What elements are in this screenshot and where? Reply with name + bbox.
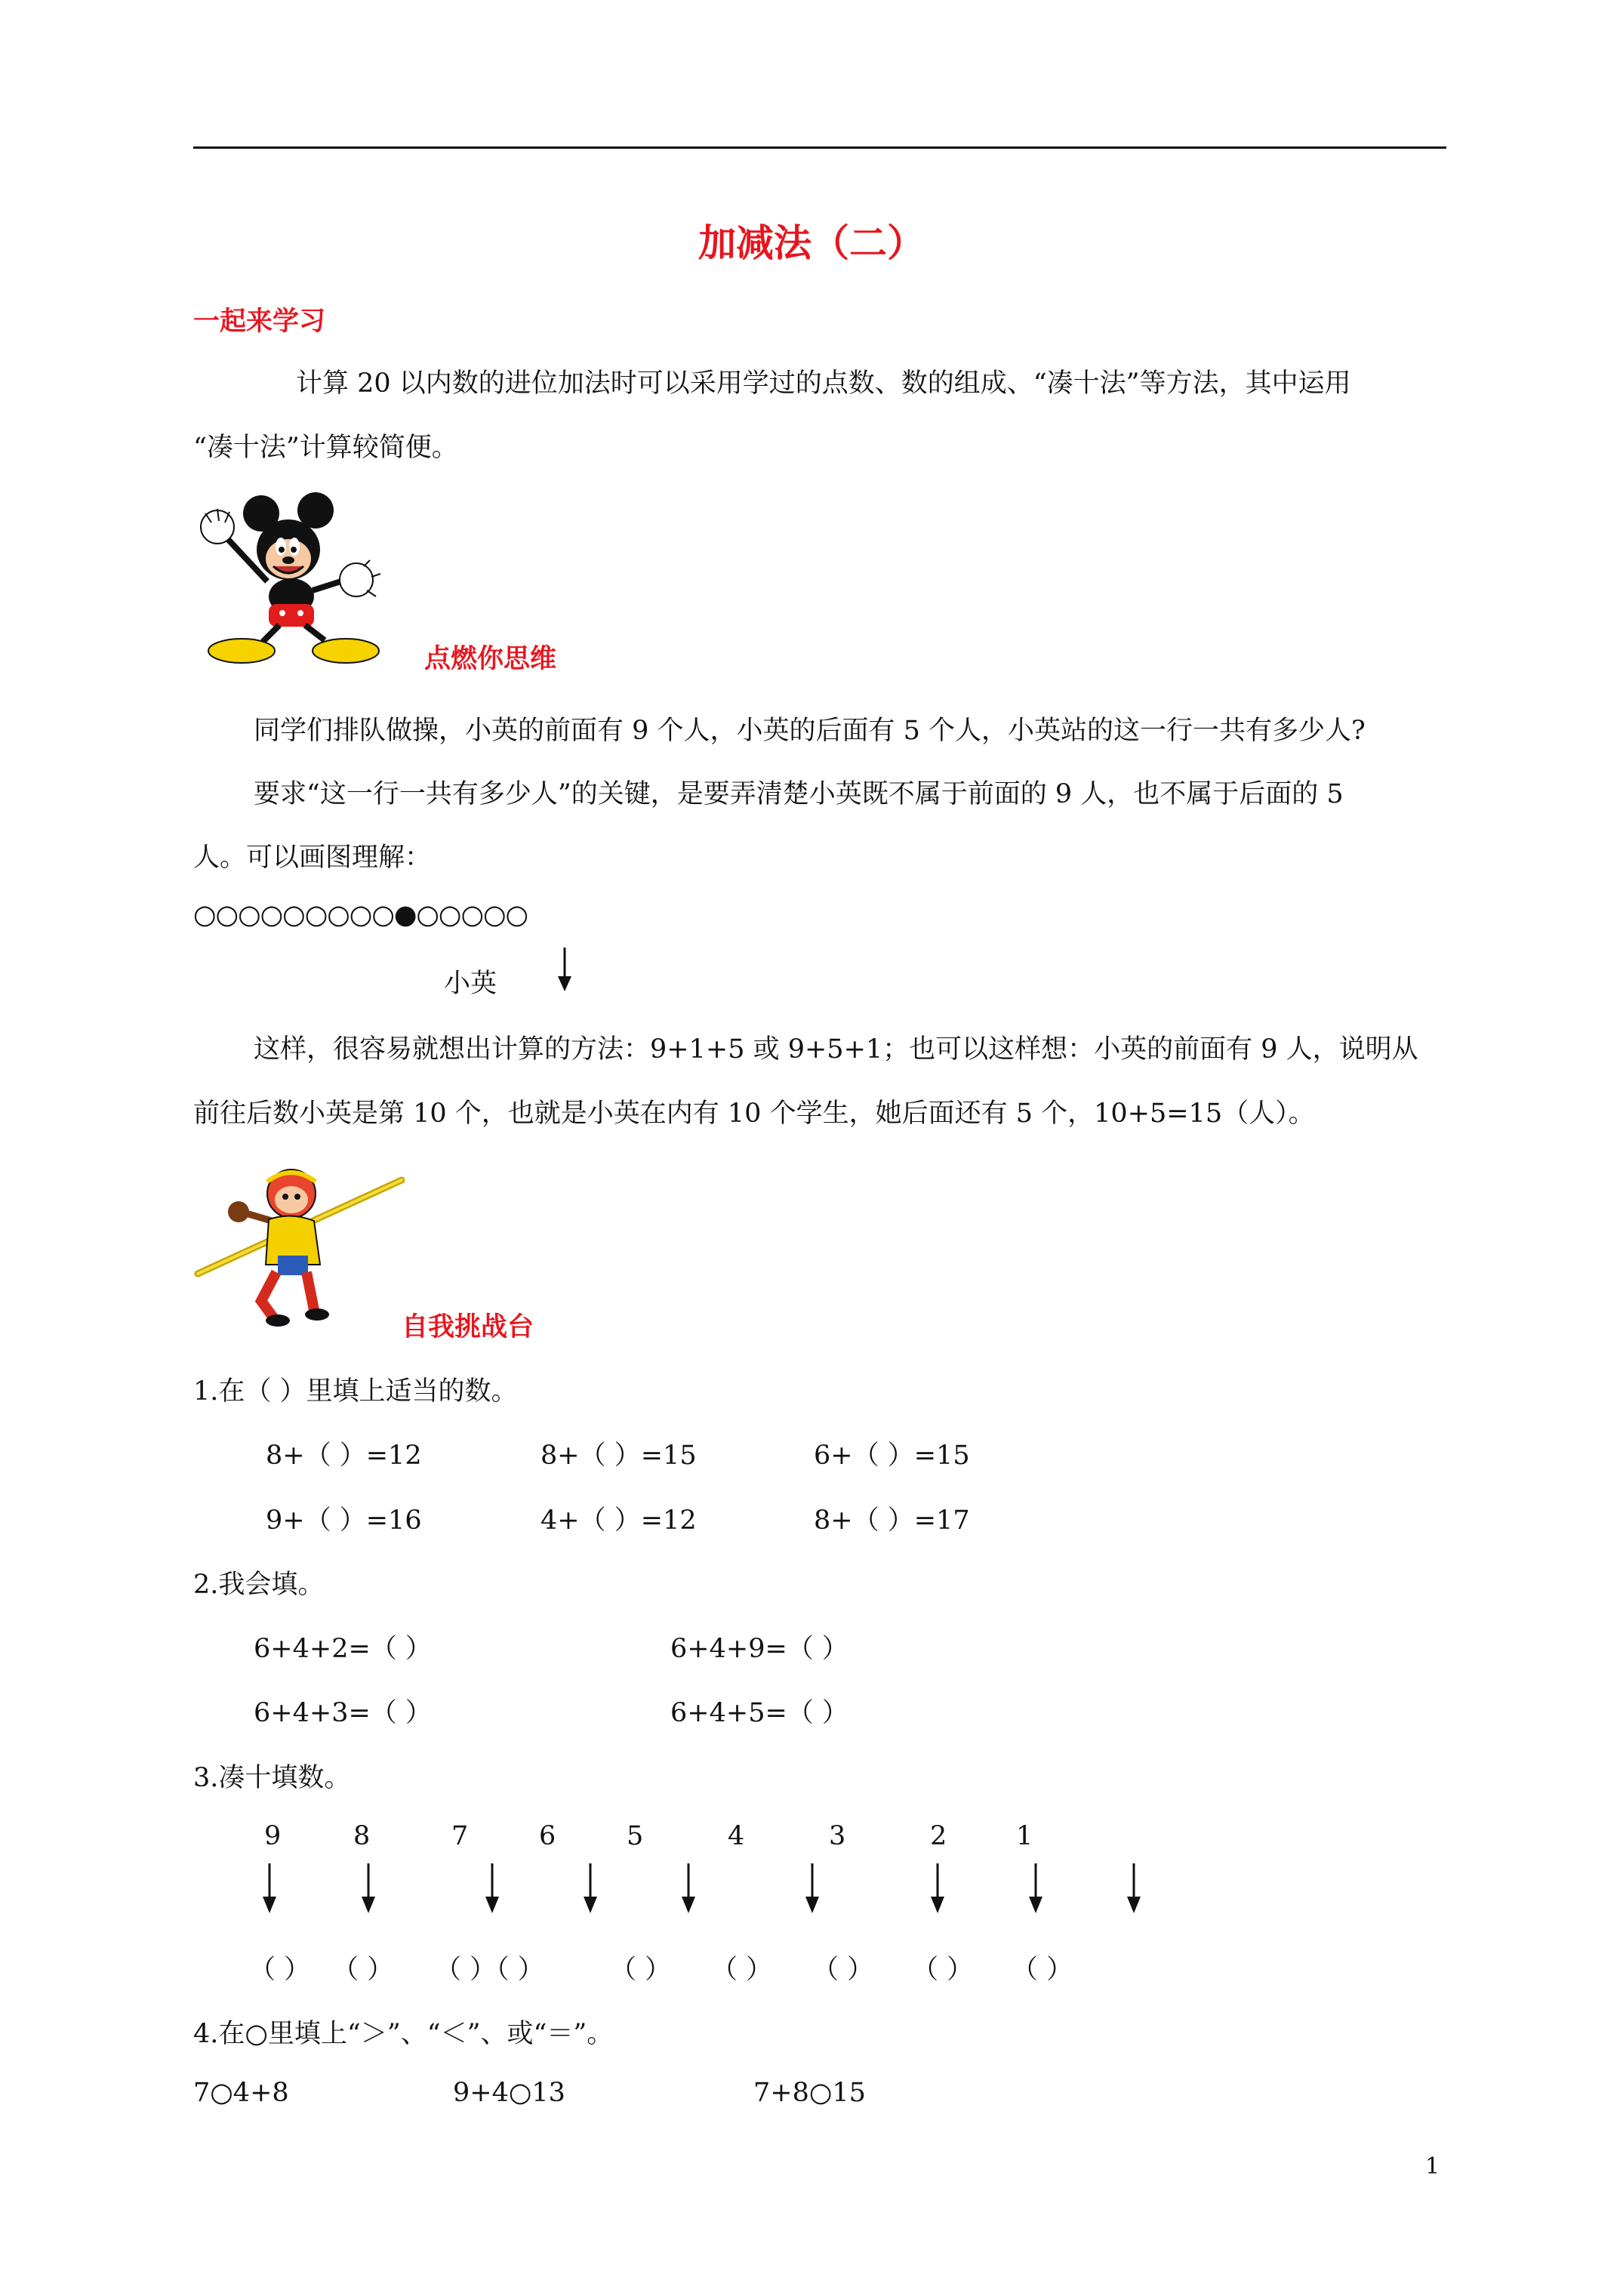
- q3-number: 7: [451, 1821, 469, 1851]
- q4-prompt: 4.在○里填上“＞”、“＜”、或“＝”。: [193, 2019, 614, 2049]
- q2-prompt: 2.我会填。: [193, 1570, 325, 1600]
- down-arrow-icon: [556, 948, 574, 993]
- q2-r2-c1: 6+4+3=（ ）: [254, 1698, 432, 1728]
- q3-blank: （ ）: [249, 1955, 311, 1985]
- q3-blank: （ ）: [1012, 1955, 1073, 1985]
- q3-blank: （ ）: [812, 1955, 874, 1985]
- q3-blank: （ ）: [711, 1955, 773, 1985]
- section-heading-learn: 一起来学习: [193, 306, 326, 337]
- intro-paragraph-line2: “凑十法”计算较简便。: [193, 433, 458, 463]
- q3-blank: （ ）（ ）: [435, 1955, 544, 1985]
- q3-number: 4: [728, 1821, 745, 1851]
- down-arrow-icon: [1127, 1863, 1141, 1913]
- down-arrow-icon: [584, 1863, 597, 1913]
- q3-number: 9: [264, 1821, 282, 1851]
- question-text: 同学们排队做操，小英的前面有 9 个人，小英的后面有 5 个人，小英站的这一行一共有多少人?: [254, 716, 1366, 746]
- solution-line2: 前往后数小英是第 10 个，也就是小英在内有 10 个学生，她后面还有 5 个，10+5=15（人）。: [193, 1099, 1315, 1129]
- q1-r1-c3: 6+（ ）=15: [814, 1441, 970, 1471]
- q3-arrow-row: [249, 1863, 1155, 1916]
- q2-r1-c1: 6+4+2=（ ）: [254, 1634, 432, 1664]
- intro-paragraph-line1: 计算 20 以内数的进位加法时可以采用学过的点数、数的组成、“凑十法”等方法，其中运用: [296, 368, 1351, 399]
- down-arrow-icon: [263, 1863, 276, 1913]
- q1-prompt: 1.在（ ）里填上适当的数。: [193, 1376, 518, 1407]
- q4-item: 7+8○15: [753, 2078, 866, 2108]
- q1-r1-c1: 8+（ ）=12: [266, 1441, 422, 1471]
- q3-prompt: 3.凑十填数。: [193, 1763, 351, 1793]
- q3-blank: （ ）: [610, 1955, 672, 1985]
- q1-r2-c2: 4+（ ）=12: [540, 1505, 697, 1536]
- down-arrow-icon: [485, 1863, 499, 1913]
- explain-line2: 人。可以画图理解：: [193, 843, 432, 873]
- q3-number: 5: [627, 1821, 644, 1851]
- mickey-mouse-icon: [195, 491, 383, 668]
- down-arrow-icon: [682, 1863, 695, 1913]
- q4-item: 7○4+8: [193, 2078, 289, 2108]
- q2-r2-c2: 6+4+5=（ ）: [670, 1698, 848, 1728]
- q1-r2-c1: 9+（ ）=16: [266, 1505, 422, 1536]
- circle-diagram: ○○○○○○○○○●○○○○○: [193, 900, 528, 930]
- q3-number: 6: [539, 1821, 556, 1851]
- solution-line1: 这样，很容易就想出计算的方法：9+1+5 或 9+5+1；也可以这样想：小英的前面有 9 人，说明从: [254, 1034, 1418, 1065]
- down-arrow-icon: [805, 1863, 819, 1913]
- down-arrow-icon: [1029, 1863, 1042, 1913]
- q3-number: 1: [1016, 1821, 1033, 1851]
- q3-blank: （ ）: [332, 1955, 394, 1985]
- explain-line1: 要求“这一行一共有多少人”的关键，是要弄清楚小英既不属于前面的 9 人，也不属于后面的 5: [254, 779, 1344, 809]
- monkey-king-icon: [193, 1159, 405, 1333]
- down-arrow-icon: [362, 1863, 375, 1913]
- section-heading-think: 点燃你思维: [424, 643, 557, 674]
- header-rule: [193, 146, 1446, 149]
- q3-number: 8: [353, 1821, 371, 1851]
- q1-r1-c2: 8+（ ）=15: [540, 1441, 697, 1471]
- q1-r2-c3: 8+（ ）=17: [814, 1505, 970, 1536]
- section-heading-challenge: 自我挑战台: [402, 1311, 534, 1342]
- page-title: 加减法（二）: [698, 220, 925, 265]
- q4-item: 9+4○13: [453, 2078, 565, 2108]
- q3-number: 2: [930, 1821, 947, 1851]
- q3-blank: （ ）: [912, 1955, 974, 1985]
- down-arrow-icon: [931, 1863, 944, 1913]
- page-number: 1: [1425, 2153, 1440, 2180]
- q2-r1-c2: 6+4+9=（ ）: [670, 1634, 848, 1664]
- q3-number: 3: [829, 1821, 846, 1851]
- xiaoying-label: 小英: [444, 969, 497, 999]
